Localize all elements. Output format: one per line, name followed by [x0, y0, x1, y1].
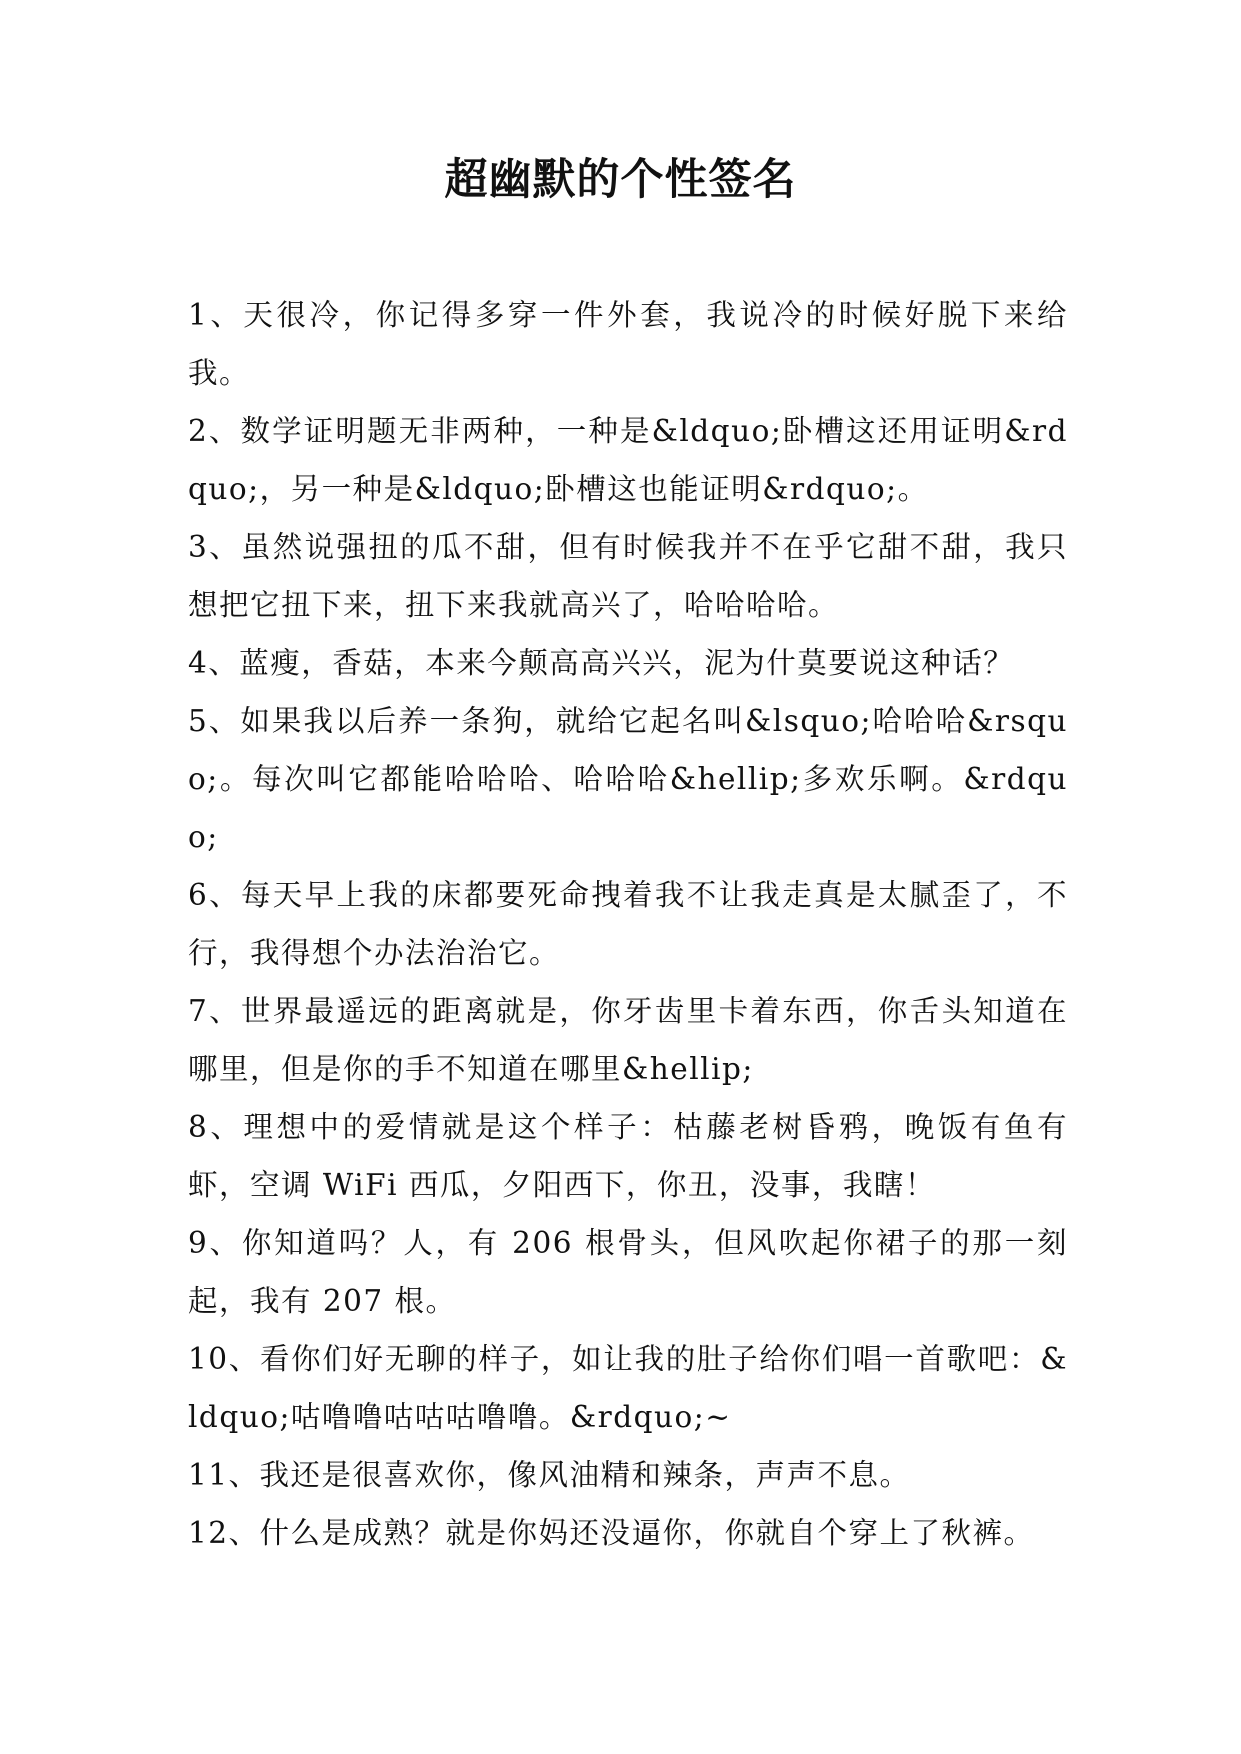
paragraph-4: 4、蓝瘦，香菇，本来今颠高高兴兴，泥为什莫要说这种话？ — [188, 646, 1015, 680]
paragraph-10: 10、看你们好无聊的样子，如让我的肚子给你们唱一首歌吧：&ldquo;咕噜噜咕咕咕噜噜。&rdquo;~ — [188, 1342, 1068, 1434]
paragraph-9: 9、你知道吗？人，有 206 根骨头，但风吹起你裙子的那一刻起，我有 207 根。 — [188, 1226, 1068, 1318]
document-body — [188, 286, 1068, 1562]
paragraph-3: 3、虽然说强扭的瓜不甜，但有时候我并不在乎它甜不甜，我只想把它扭下来，扭下来我就高兴了，哈哈哈哈。 — [188, 530, 1068, 622]
document-title: 超幽默的个性签名 — [444, 155, 797, 205]
paragraph-12: 12、什么是成熟？就是你妈还没逼你，你就自个穿上了秋裤。 — [188, 1516, 1035, 1550]
paragraph-11: 11、我还是很喜欢你，像风油精和辣条，声声不息。 — [188, 1458, 911, 1492]
paragraph-5: 5、如果我以后养一条狗，就给它起名叫&lsquo;哈哈哈&rsquo;。每次叫它都能哈哈哈、哈哈哈&hellip;多欢乐啊。&rdquo; — [188, 704, 1068, 854]
paragraph-2: 2、数学证明题无非两种，一种是&ldquo;卧槽这还用证明&rdquo;，另一种是&ldquo;卧槽这也能证明&rdquo;。 — [188, 414, 1068, 506]
paragraph-6: 6、每天早上我的床都要死命拽着我不让我走真是太腻歪了，不行，我得想个办法治治它。 — [188, 878, 1068, 970]
paragraph-8: 8、理想中的爱情就是这个样子：枯藤老树昏鸦，晚饭有鱼有虾，空调 WiFi 西瓜，夕阳西下，你丑，没事，我瞎！ — [188, 1110, 1068, 1202]
paragraph-1: 1、天很冷，你记得多穿一件外套，我说冷的时候好脱下来给我。 — [188, 298, 1068, 390]
paragraph-7: 7、世界最遥远的距离就是，你牙齿里卡着东西，你舌头知道在哪里，但是你的手不知道在哪里&hellip; — [188, 994, 1068, 1086]
